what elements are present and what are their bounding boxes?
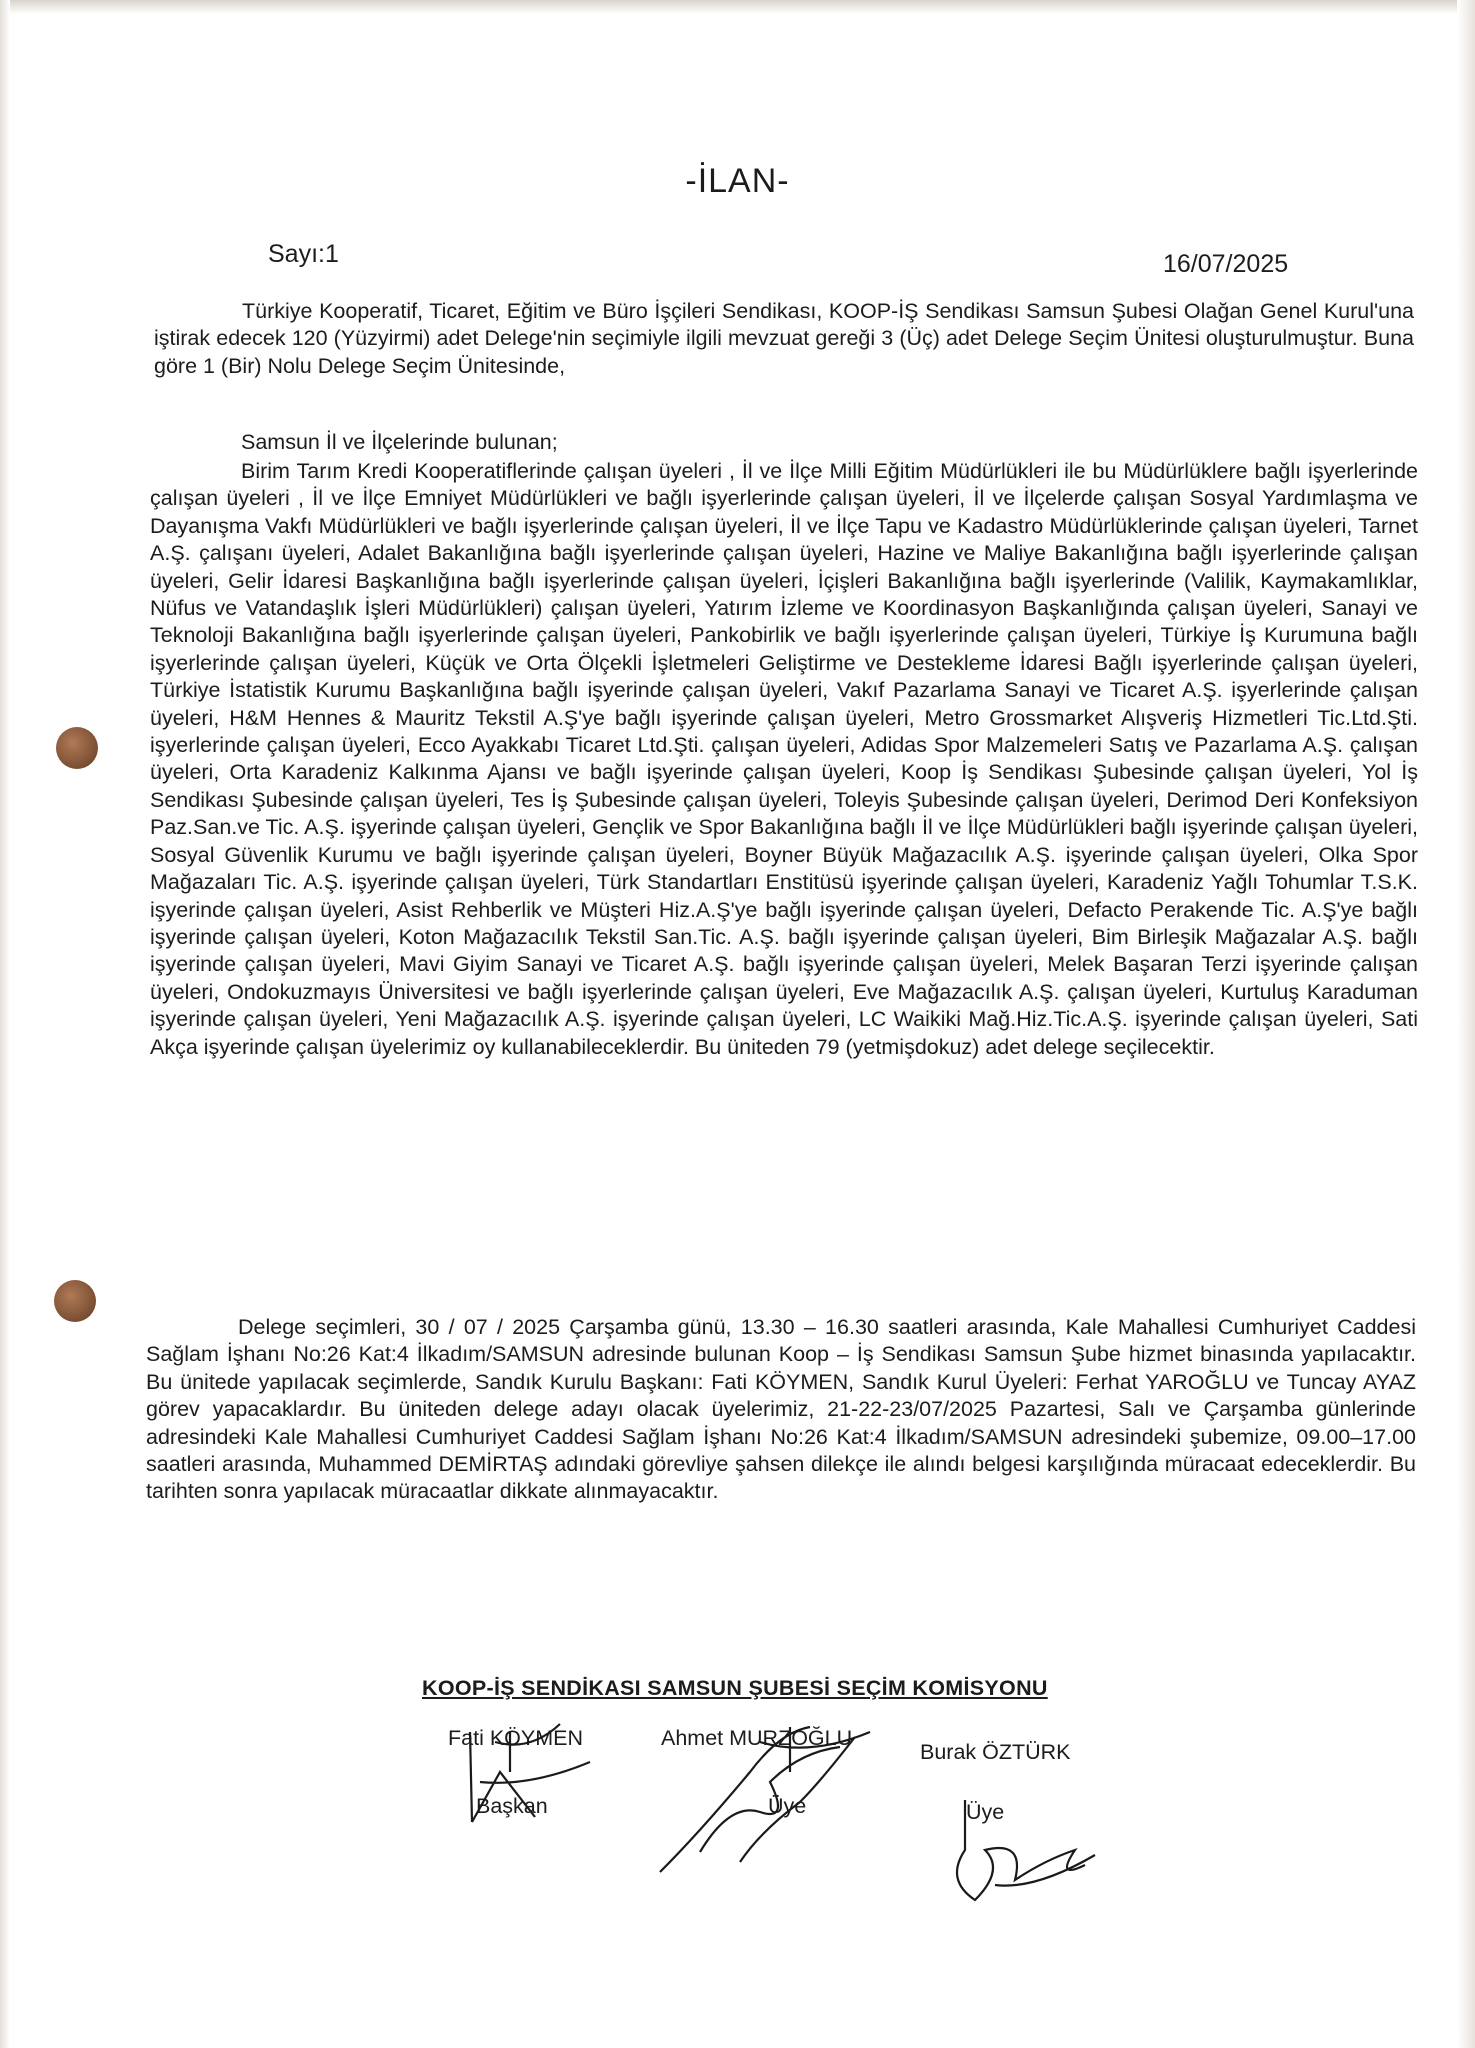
location-line: Samsun İl ve İlçelerinde bulunan; [241, 430, 558, 454]
signature-1-icon [440, 1712, 620, 1842]
signature-3-icon [925, 1790, 1105, 1910]
document-title: -İLAN- [685, 162, 790, 200]
intro-paragraph: Türkiye Kooperatif, Ticaret, Eğitim ve Büro İşçileri Sendikası, KOOP-İŞ Sendikası Samsun Şubesi Olağan Genel Kurul'una iştirak edecek 120 (Yüzyirmi) adet Delege'nin seçimiyle ilgili mevzuat gereği 3 (Üç) adet Delege Seçim Ünitesi oluşturulmuştur. Buna göre 1 (Bir) Nolu Delege Seçim Ünitesinde, [154, 299, 1414, 378]
election-details-paragraph: Delege seçimleri, 30 / 07 / 2025 Çarşamba günü, 13.30 – 16.30 saatleri arasında, Kale Mahallesi Cumhuriyet Caddesi Sağlam İşhanı No:26 Kat:4 İlkadım/SAMSUN adresinde bulunan Koop – İş Sendikası Samsun Şube hizmet binasında yapılacaktır. Bu ünitede yapılacak seçimlerde, Sandık Kurulu Başkanı: Fati KÖYMEN, Sandık Kurul Üyeleri: Ferhat YAROĞLU ve Tuncay AYAZ görev yapacaklardır. Bu üniteden delege adayı olacak üyelerimiz, 21-22-23/07/2025 Pazartesi, Salı ve Çarşamba günlerinde adresindeki Kale Mahallesi Cumhuriyet Caddesi Sağlam İşhanı No:26 Kat:4 İlkadım/SAMSUN adresindeki şubemize, 09.00–17.00 saatleri arasında, Muhammed DEMİRTAŞ adındaki görevliye şahsen dilekçe ile alındı belgesi karşılığında müracaat edeceklerdir. Bu tarihten sonra yapılacak müracaatlar dikkate alınmayacaktır. [146, 1315, 1416, 1504]
commission-title: KOOP-İŞ SENDİKASI SAMSUN ŞUBESİ SEÇİM KOMİSYONU [422, 1676, 1048, 1700]
paper-top-edge [0, 0, 1475, 14]
signatory-1-name: Fati KÖYMEN [448, 1726, 583, 1750]
signatory-3-role: Üye [966, 1800, 1005, 1824]
punch-hole-bottom [54, 1280, 96, 1322]
signatory-2-role: Üye [768, 1794, 807, 1818]
workplace-list-paragraph: Birim Tarım Kredi Kooperatiflerinde çalışan üyeleri , İl ve İlçe Milli Eğitim Müdürlükleri ile bu Müdürlüklere bağlı işyerlerinde çalışan üyeleri , İl ve İlçe Emniyet Müdürlükleri ve bağlı işyerlerinde çalışan üyeleri, İl ve İlçelerde çalışan Sosyal Yardımlaşma ve Dayanışma Vakfı Müdürlükleri ve bağlı işyerlerinde çalışan üyeleri, İl ve İlçe Tapu ve Kadastro Müdürlüklerinde çalışan üyeleri, Tarnet A.Ş. çalışanı üyeleri, Adalet Bakanlığına bağlı işyerlerinde çalışan üyeleri, Hazine ve Maliye Bakanlığına bağlı işyerlerinde çalışan üyeleri, Gelir İdaresi Başkanlığına bağlı işyerlerinde çalışan üyeleri, İçişleri Bakanlığına bağlı işyerlerinde (Valilik, Kaymakamlıklar, Nüfus ve Vatandaşlık İşleri Müdürlükleri) çalışan üyeleri, Yatırım İzleme ve Koordinasyon Başkanlığında çalışan üyeleri, Sanayi ve Teknoloji Bakanlığına bağlı işyerlerinde çalışan üyeleri, Pankobirlik ve bağlı işyerlerinde çalışan üyeleri, Türkiye İş Kurumuna bağlı işyerlerinde çalışan üyeleri, Küçük ve Orta Ölçekli İşletmeleri Geliştirme ve Destekleme İdaresi Bağlı işyerlerinde çalışan üyeleri, Türkiye İstatistik Kurumu Başkanlığına bağlı işyerinde çalışan üyeleri, Vakıf Pazarlama Sanayi ve Ticaret A.Ş. işyerlerinde çalışan üyeleri, H&M Hennes & Mauritz Tekstil A.Ş'ye bağlı işyerinde çalışan üyeleri, Metro Grossmarket Alışveriş Hizmetleri Tic.Ltd.Şti. işyerlerinde çalışan üyeleri, Ecco Ayakkabı Ticaret Ltd.Şti. çalışan üyeleri, Adidas Spor Malzemeleri Satış ve Pazarlama A.Ş. çalışan üyeleri, Orta Karadeniz Kalkınma Ajansı ve bağlı işyerinde çalışan üyeleri, Koop İş Sendikası Şubesinde çalışan üyeleri, Yol İş Sendikası Şubesinde çalışan üyeleri, Tes İş Şubesinde çalışan üyeleri, Toleyis Şubesinde çalışan üyeleri, Derimod Deri Konfeksiyon Paz.San.ve Tic. A.Ş. işyerinde çalışan üyeleri, Gençlik ve Spor Bakanlığına bağlı İl ve İlçe Müdürlükleri bağlı işyerinde çalışan üyeleri, Sosyal Güvenlik Kurumu ve bağlı işyerinde çalışan üyeleri, Boyner Büyük Mağazacılık A.Ş. işyerinde çalışan üyeleri, Olka Spor Mağazaları Tic. A.Ş. işyerinde çalışan üyeleri, Türk Standartları Enstitüsü işyerinde çalışan üyeleri, Karadeniz Yağlı Tohumlar T.S.K. işyerinde çalışan üyeleri, Asist Rehberlik ve Müşteri Hiz.A.Ş'ye bağlı işyerinde çalışan üyeleri, Defacto Perakende Tic. A.Ş'ye bağlı işyerinde çalışan üyeleri, Koton Mağazacılık Tekstil San.Tic. A.Ş. bağlı işyerinde çalışan üyeleri, Bim Birleşik Mağazalar A.Ş. bağlı işyerinde çalışan üyeleri, Mavi Giyim Sanayi ve Ticaret A.Ş. bağlı işyerinde çalışan üyeleri, Melek Başaran Terzi işyerinde çalışan üyeleri, Ondokuzmayıs Üniversitesi ve bağlı işyerlerinde çalışan üyeleri, Eve Mağazacılık A.Ş. çalışan üyeleri, Kurtuluş Karaduman işyerinde çalışan üyeleri, Yeni Mağazacılık A.Ş. işyerinde çalışan üyeleri, LC Waikiki Mağ.Hiz.Tic.A.Ş. işyerinde çalışan üyeleri, Sati Akça işyerinde çalışan üyelerimiz oy kullanabileceklerdir. Bu üniteden 79 (yetmişdokuz) adet delege seçilecektir. [150, 459, 1418, 1059]
signatory-3-name: Burak ÖZTÜRK [920, 1740, 1071, 1764]
paper-right-edge [1457, 0, 1475, 2048]
document-number: Sayı:1 [268, 240, 339, 268]
signature-2-icon [640, 1712, 890, 1882]
document-date: 16/07/2025 [1163, 250, 1289, 278]
signatory-2-name: Ahmet MURZOĞLU [661, 1726, 853, 1750]
signatory-1-role: Başkan [476, 1794, 548, 1818]
punch-hole-top [56, 727, 98, 769]
paper-left-edge [0, 0, 10, 2048]
